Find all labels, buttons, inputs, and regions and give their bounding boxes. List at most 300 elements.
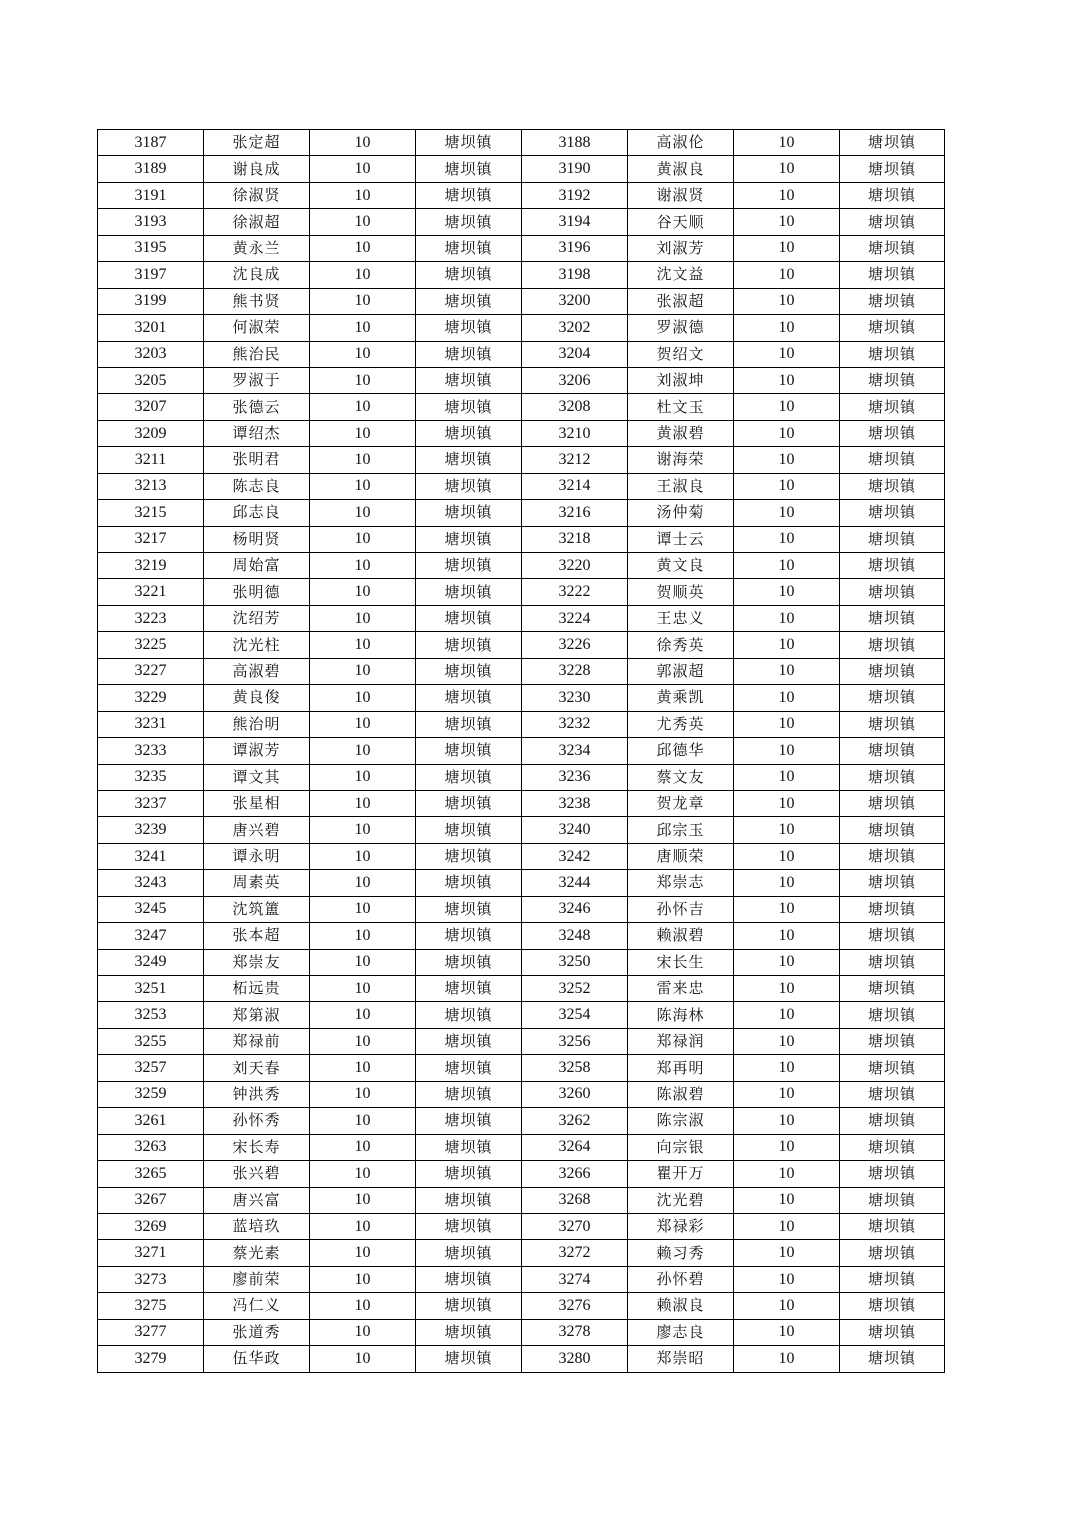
cell-name-left: 谭绍杰 [204, 420, 310, 446]
cell-id-left: 3211 [98, 447, 204, 473]
cell-name-right: 赖淑良 [628, 1293, 734, 1319]
cell-name-right: 谢海荣 [628, 447, 734, 473]
cell-name-right: 沈文益 [628, 262, 734, 288]
cell-name-left: 冯仁义 [204, 1293, 310, 1319]
cell-id-left: 3197 [98, 262, 204, 288]
table-row [98, 1108, 945, 1134]
cell-town-left: 塘坝镇 [416, 1055, 522, 1081]
cell-town-left: 塘坝镇 [416, 209, 522, 235]
table-row [98, 1134, 945, 1160]
cell-name-right: 瞿开万 [628, 1161, 734, 1187]
cell-id-right: 3270 [522, 1213, 628, 1239]
table-row [98, 500, 945, 526]
cell-id-right: 3222 [522, 579, 628, 605]
cell-amount-right: 10 [734, 1187, 840, 1213]
cell-name-right: 黄淑良 [628, 156, 734, 182]
cell-town-right: 塘坝镇 [840, 579, 945, 605]
cell-id-left: 3255 [98, 1028, 204, 1054]
cell-name-left: 张明君 [204, 447, 310, 473]
cell-id-left: 3189 [98, 156, 204, 182]
cell-amount-right: 10 [734, 764, 840, 790]
cell-town-left: 塘坝镇 [416, 182, 522, 208]
cell-town-right: 塘坝镇 [840, 1161, 945, 1187]
cell-id-left: 3191 [98, 182, 204, 208]
cell-town-right: 塘坝镇 [840, 1134, 945, 1160]
cell-id-left: 3219 [98, 553, 204, 579]
cell-name-right: 徐秀英 [628, 632, 734, 658]
cell-amount-left: 10 [310, 843, 416, 869]
cell-amount-left: 10 [310, 262, 416, 288]
cell-name-left: 谢良成 [204, 156, 310, 182]
cell-town-left: 塘坝镇 [416, 447, 522, 473]
cell-id-right: 3246 [522, 896, 628, 922]
cell-town-right: 塘坝镇 [840, 658, 945, 684]
cell-name-left: 宋长寿 [204, 1134, 310, 1160]
table-row [98, 1187, 945, 1213]
table-row [98, 1346, 945, 1372]
table-row [98, 1319, 945, 1345]
cell-name-right: 罗淑德 [628, 315, 734, 341]
cell-town-right: 塘坝镇 [840, 1240, 945, 1266]
cell-town-left: 塘坝镇 [416, 1081, 522, 1107]
table-row [98, 420, 945, 446]
table-row [98, 235, 945, 261]
cell-id-left: 3277 [98, 1319, 204, 1345]
cell-name-right: 黄乘凯 [628, 685, 734, 711]
cell-id-left: 3231 [98, 711, 204, 737]
cell-id-right: 3280 [522, 1346, 628, 1372]
cell-name-left: 唐兴碧 [204, 817, 310, 843]
cell-name-left: 张星相 [204, 790, 310, 816]
cell-town-right: 塘坝镇 [840, 1002, 945, 1028]
cell-town-right: 塘坝镇 [840, 500, 945, 526]
cell-town-right: 塘坝镇 [840, 817, 945, 843]
cell-name-right: 王忠义 [628, 605, 734, 631]
cell-id-left: 3229 [98, 685, 204, 711]
cell-town-right: 塘坝镇 [840, 130, 945, 156]
table-row [98, 367, 945, 393]
cell-town-right: 塘坝镇 [840, 896, 945, 922]
cell-id-right: 3210 [522, 420, 628, 446]
cell-name-right: 黄文良 [628, 553, 734, 579]
cell-town-right: 塘坝镇 [840, 738, 945, 764]
cell-id-left: 3213 [98, 473, 204, 499]
cell-town-left: 塘坝镇 [416, 553, 522, 579]
cell-town-left: 塘坝镇 [416, 896, 522, 922]
cell-amount-left: 10 [310, 367, 416, 393]
cell-amount-right: 10 [734, 447, 840, 473]
cell-amount-left: 10 [310, 949, 416, 975]
cell-amount-left: 10 [310, 526, 416, 552]
cell-amount-left: 10 [310, 1081, 416, 1107]
cell-amount-right: 10 [734, 341, 840, 367]
cell-town-left: 塘坝镇 [416, 1161, 522, 1187]
table-row [98, 605, 945, 631]
cell-town-right: 塘坝镇 [840, 367, 945, 393]
cell-amount-right: 10 [734, 1081, 840, 1107]
table-row [98, 685, 945, 711]
cell-amount-left: 10 [310, 1346, 416, 1372]
cell-amount-right: 10 [734, 790, 840, 816]
cell-town-right: 塘坝镇 [840, 553, 945, 579]
cell-id-left: 3241 [98, 843, 204, 869]
cell-amount-right: 10 [734, 288, 840, 314]
cell-town-right: 塘坝镇 [840, 790, 945, 816]
cell-id-right: 3244 [522, 870, 628, 896]
cell-town-right: 塘坝镇 [840, 923, 945, 949]
cell-id-left: 3265 [98, 1161, 204, 1187]
cell-town-right: 塘坝镇 [840, 1213, 945, 1239]
cell-town-left: 塘坝镇 [416, 235, 522, 261]
cell-id-left: 3205 [98, 367, 204, 393]
cell-town-right: 塘坝镇 [840, 1081, 945, 1107]
cell-amount-left: 10 [310, 1213, 416, 1239]
table-row [98, 1240, 945, 1266]
table-row [98, 1213, 945, 1239]
cell-id-right: 3278 [522, 1319, 628, 1345]
cell-name-right: 孙怀碧 [628, 1266, 734, 1292]
cell-name-left: 陈志良 [204, 473, 310, 499]
cell-amount-right: 10 [734, 1002, 840, 1028]
cell-amount-left: 10 [310, 764, 416, 790]
cell-amount-right: 10 [734, 473, 840, 499]
table-row [98, 1161, 945, 1187]
cell-id-left: 3201 [98, 315, 204, 341]
cell-name-left: 钟洪秀 [204, 1081, 310, 1107]
cell-id-right: 3262 [522, 1108, 628, 1134]
cell-name-right: 向宗银 [628, 1134, 734, 1160]
cell-id-left: 3243 [98, 870, 204, 896]
cell-id-right: 3194 [522, 209, 628, 235]
cell-amount-left: 10 [310, 1187, 416, 1213]
cell-town-left: 塘坝镇 [416, 367, 522, 393]
cell-town-right: 塘坝镇 [840, 843, 945, 869]
cell-amount-right: 10 [734, 1161, 840, 1187]
cell-town-left: 塘坝镇 [416, 711, 522, 737]
table-row [98, 896, 945, 922]
cell-id-left: 3259 [98, 1081, 204, 1107]
cell-id-right: 3248 [522, 923, 628, 949]
cell-amount-left: 10 [310, 1319, 416, 1345]
cell-amount-right: 10 [734, 235, 840, 261]
cell-name-right: 贺龙章 [628, 790, 734, 816]
cell-id-right: 3190 [522, 156, 628, 182]
cell-town-right: 塘坝镇 [840, 1319, 945, 1345]
cell-id-right: 3212 [522, 447, 628, 473]
cell-town-left: 塘坝镇 [416, 685, 522, 711]
cell-town-right: 塘坝镇 [840, 711, 945, 737]
cell-amount-left: 10 [310, 685, 416, 711]
table-row [98, 711, 945, 737]
cell-id-right: 3254 [522, 1002, 628, 1028]
table-row [98, 262, 945, 288]
cell-town-right: 塘坝镇 [840, 473, 945, 499]
cell-name-right: 刘淑芳 [628, 235, 734, 261]
cell-name-right: 谢淑贤 [628, 182, 734, 208]
cell-id-left: 3217 [98, 526, 204, 552]
cell-amount-left: 10 [310, 605, 416, 631]
cell-id-left: 3203 [98, 341, 204, 367]
table-row [98, 156, 945, 182]
cell-amount-right: 10 [734, 632, 840, 658]
cell-id-right: 3192 [522, 182, 628, 208]
cell-name-right: 谭士云 [628, 526, 734, 552]
cell-town-right: 塘坝镇 [840, 1187, 945, 1213]
cell-town-left: 塘坝镇 [416, 658, 522, 684]
cell-name-left: 蓝培玖 [204, 1213, 310, 1239]
cell-name-right: 尤秀英 [628, 711, 734, 737]
table-row [98, 182, 945, 208]
cell-id-left: 3279 [98, 1346, 204, 1372]
cell-amount-left: 10 [310, 1240, 416, 1266]
cell-amount-right: 10 [734, 605, 840, 631]
table-row [98, 870, 945, 896]
cell-town-left: 塘坝镇 [416, 262, 522, 288]
cell-amount-left: 10 [310, 209, 416, 235]
cell-id-left: 3275 [98, 1293, 204, 1319]
cell-name-right: 蔡文友 [628, 764, 734, 790]
table-row [98, 1055, 945, 1081]
cell-name-left: 黄良俊 [204, 685, 310, 711]
cell-town-right: 塘坝镇 [840, 1346, 945, 1372]
cell-amount-left: 10 [310, 870, 416, 896]
cell-town-left: 塘坝镇 [416, 976, 522, 1002]
cell-town-right: 塘坝镇 [840, 526, 945, 552]
cell-name-right: 贺顺英 [628, 579, 734, 605]
cell-town-left: 塘坝镇 [416, 420, 522, 446]
table-row [98, 764, 945, 790]
cell-name-left: 郑崇友 [204, 949, 310, 975]
cell-name-left: 郑禄前 [204, 1028, 310, 1054]
cell-amount-right: 10 [734, 976, 840, 1002]
cell-town-right: 塘坝镇 [840, 764, 945, 790]
cell-id-left: 3247 [98, 923, 204, 949]
cell-name-left: 张本超 [204, 923, 310, 949]
table-row [98, 817, 945, 843]
cell-town-right: 塘坝镇 [840, 420, 945, 446]
cell-town-right: 塘坝镇 [840, 1293, 945, 1319]
cell-name-right: 宋长生 [628, 949, 734, 975]
cell-name-left: 黄永兰 [204, 235, 310, 261]
cell-amount-left: 10 [310, 896, 416, 922]
cell-name-right: 王淑良 [628, 473, 734, 499]
cell-id-left: 3269 [98, 1213, 204, 1239]
cell-amount-right: 10 [734, 526, 840, 552]
cell-name-right: 张淑超 [628, 288, 734, 314]
cell-id-left: 3235 [98, 764, 204, 790]
cell-id-right: 3196 [522, 235, 628, 261]
cell-amount-right: 10 [734, 420, 840, 446]
cell-id-right: 3228 [522, 658, 628, 684]
cell-id-left: 3249 [98, 949, 204, 975]
cell-name-right: 贺绍文 [628, 341, 734, 367]
cell-amount-left: 10 [310, 1028, 416, 1054]
cell-id-right: 3200 [522, 288, 628, 314]
cell-amount-right: 10 [734, 1293, 840, 1319]
cell-amount-right: 10 [734, 1134, 840, 1160]
cell-amount-left: 10 [310, 156, 416, 182]
cell-name-right: 郭淑超 [628, 658, 734, 684]
cell-amount-left: 10 [310, 658, 416, 684]
cell-town-left: 塘坝镇 [416, 870, 522, 896]
cell-town-left: 塘坝镇 [416, 817, 522, 843]
cell-town-left: 塘坝镇 [416, 1028, 522, 1054]
cell-name-right: 高淑伦 [628, 130, 734, 156]
cell-name-left: 张定超 [204, 130, 310, 156]
cell-id-right: 3242 [522, 843, 628, 869]
cell-amount-left: 10 [310, 1108, 416, 1134]
cell-amount-right: 10 [734, 817, 840, 843]
cell-town-left: 塘坝镇 [416, 605, 522, 631]
cell-town-left: 塘坝镇 [416, 738, 522, 764]
table-row [98, 553, 945, 579]
cell-amount-left: 10 [310, 130, 416, 156]
cell-name-right: 邱宗玉 [628, 817, 734, 843]
cell-town-left: 塘坝镇 [416, 1213, 522, 1239]
cell-name-left: 高淑碧 [204, 658, 310, 684]
cell-town-left: 塘坝镇 [416, 632, 522, 658]
cell-id-left: 3233 [98, 738, 204, 764]
cell-id-right: 3236 [522, 764, 628, 790]
cell-name-right: 黄淑碧 [628, 420, 734, 446]
cell-name-left: 周始富 [204, 553, 310, 579]
cell-town-right: 塘坝镇 [840, 447, 945, 473]
cell-town-right: 塘坝镇 [840, 1055, 945, 1081]
cell-name-left: 伍华政 [204, 1346, 310, 1372]
cell-name-left: 周素英 [204, 870, 310, 896]
cell-town-right: 塘坝镇 [840, 1266, 945, 1292]
cell-amount-right: 10 [734, 182, 840, 208]
cell-name-left: 熊书贤 [204, 288, 310, 314]
cell-town-left: 塘坝镇 [416, 526, 522, 552]
cell-town-left: 塘坝镇 [416, 156, 522, 182]
table-row [98, 288, 945, 314]
cell-id-left: 3245 [98, 896, 204, 922]
cell-name-left: 张兴碧 [204, 1161, 310, 1187]
cell-amount-left: 10 [310, 182, 416, 208]
cell-amount-left: 10 [310, 420, 416, 446]
cell-id-right: 3226 [522, 632, 628, 658]
cell-town-left: 塘坝镇 [416, 1293, 522, 1319]
cell-id-right: 3208 [522, 394, 628, 420]
cell-id-right: 3198 [522, 262, 628, 288]
cell-id-left: 3237 [98, 790, 204, 816]
cell-amount-right: 10 [734, 870, 840, 896]
cell-amount-left: 10 [310, 1002, 416, 1028]
table-row [98, 394, 945, 420]
table-row [98, 1081, 945, 1107]
table-row [98, 579, 945, 605]
cell-name-right: 赖习秀 [628, 1240, 734, 1266]
cell-name-right: 赖淑碧 [628, 923, 734, 949]
table-row [98, 1002, 945, 1028]
cell-id-left: 3193 [98, 209, 204, 235]
table-row [98, 209, 945, 235]
cell-town-left: 塘坝镇 [416, 500, 522, 526]
table-row [98, 1028, 945, 1054]
cell-name-right: 邱德华 [628, 738, 734, 764]
cell-amount-right: 10 [734, 711, 840, 737]
cell-id-right: 3256 [522, 1028, 628, 1054]
cell-name-right: 郑崇昭 [628, 1346, 734, 1372]
cell-id-left: 3267 [98, 1187, 204, 1213]
cell-id-right: 3216 [522, 500, 628, 526]
cell-amount-left: 10 [310, 500, 416, 526]
cell-amount-left: 10 [310, 579, 416, 605]
cell-id-left: 3223 [98, 605, 204, 631]
cell-id-left: 3207 [98, 394, 204, 420]
table-row [98, 949, 945, 975]
cell-amount-left: 10 [310, 473, 416, 499]
table-row [98, 658, 945, 684]
cell-id-left: 3257 [98, 1055, 204, 1081]
cell-amount-right: 10 [734, 579, 840, 605]
cell-amount-left: 10 [310, 288, 416, 314]
cell-amount-left: 10 [310, 1134, 416, 1160]
cell-amount-left: 10 [310, 447, 416, 473]
table-row [98, 473, 945, 499]
cell-town-left: 塘坝镇 [416, 288, 522, 314]
cell-id-left: 3221 [98, 579, 204, 605]
cell-id-left: 3187 [98, 130, 204, 156]
cell-name-right: 刘淑坤 [628, 367, 734, 393]
cell-name-right: 汤仲菊 [628, 500, 734, 526]
table-row [98, 130, 945, 156]
cell-name-right: 陈宗淑 [628, 1108, 734, 1134]
cell-name-left: 邱志良 [204, 500, 310, 526]
cell-amount-left: 10 [310, 711, 416, 737]
cell-name-left: 张德云 [204, 394, 310, 420]
cell-name-left: 郑第淑 [204, 1002, 310, 1028]
cell-name-left: 熊治明 [204, 711, 310, 737]
cell-town-right: 塘坝镇 [840, 156, 945, 182]
cell-amount-left: 10 [310, 1266, 416, 1292]
cell-amount-right: 10 [734, 500, 840, 526]
cell-name-left: 沈良成 [204, 262, 310, 288]
cell-name-left: 孙怀秀 [204, 1108, 310, 1134]
cell-town-right: 塘坝镇 [840, 235, 945, 261]
table-row [98, 790, 945, 816]
cell-name-left: 徐淑超 [204, 209, 310, 235]
cell-town-right: 塘坝镇 [840, 341, 945, 367]
cell-town-right: 塘坝镇 [840, 209, 945, 235]
cell-name-right: 杜文玉 [628, 394, 734, 420]
cell-id-right: 3276 [522, 1293, 628, 1319]
table-row [98, 447, 945, 473]
cell-amount-left: 10 [310, 790, 416, 816]
cell-id-left: 3263 [98, 1134, 204, 1160]
table-row [98, 1266, 945, 1292]
cell-id-right: 3238 [522, 790, 628, 816]
cell-amount-right: 10 [734, 949, 840, 975]
cell-town-left: 塘坝镇 [416, 949, 522, 975]
cell-name-right: 孙怀吉 [628, 896, 734, 922]
cell-id-left: 3215 [98, 500, 204, 526]
cell-id-right: 3224 [522, 605, 628, 631]
cell-name-left: 谭文其 [204, 764, 310, 790]
cell-town-left: 塘坝镇 [416, 843, 522, 869]
cell-id-left: 3251 [98, 976, 204, 1002]
cell-name-left: 张道秀 [204, 1319, 310, 1345]
cell-town-right: 塘坝镇 [840, 182, 945, 208]
cell-town-right: 塘坝镇 [840, 976, 945, 1002]
cell-id-left: 3239 [98, 817, 204, 843]
cell-id-right: 3252 [522, 976, 628, 1002]
cell-town-right: 塘坝镇 [840, 685, 945, 711]
cell-amount-left: 10 [310, 315, 416, 341]
cell-town-left: 塘坝镇 [416, 315, 522, 341]
cell-id-right: 3206 [522, 367, 628, 393]
